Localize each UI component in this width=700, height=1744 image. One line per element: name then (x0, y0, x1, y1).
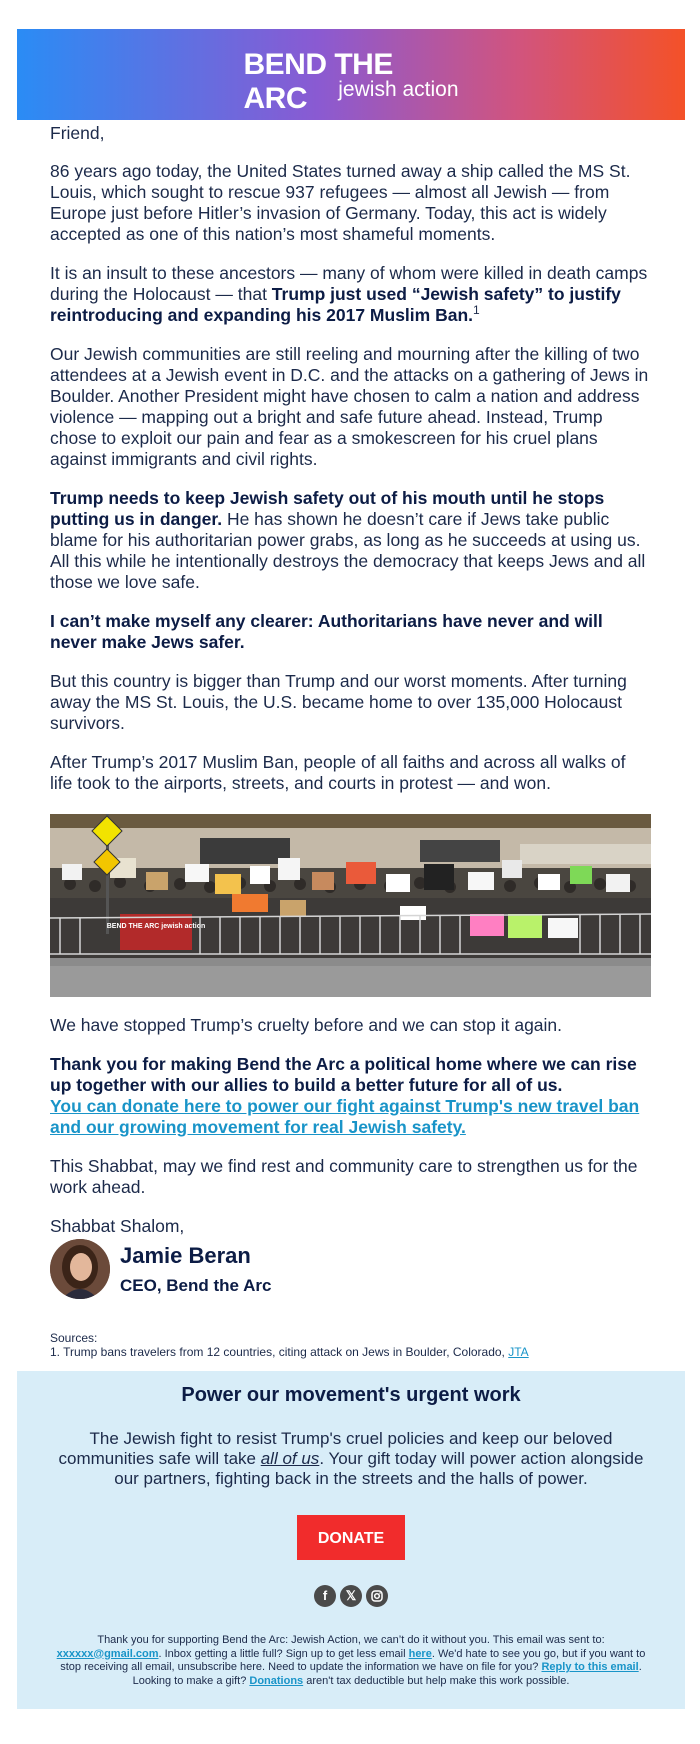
footnote-ref-1: 1 (473, 303, 480, 318)
paragraph-3: Our Jewish communities are still reeling and mourning after the killing of two attendees at a Jewish event in D.C. and the attacks on a gathering of Jews in Boulder. Another President might have chosen to calm a nation and address violence — mapping out a bright and safe future ahead. Instead, Trump chose to exploit our pain and fear as a smokescreen for his cruel plans against immigrants and civil rights. (50, 344, 649, 469)
signature-block (50, 1239, 652, 1299)
legal-text-4: . Looking to make a gift? (132, 1661, 642, 1687)
x-icon[interactable]: 𝕏 (340, 1585, 362, 1607)
social-links (17, 1585, 685, 1607)
facebook-icon[interactable]: f (314, 1585, 336, 1607)
signature-text (120, 1242, 271, 1296)
signoff: Shabbat Shalom, (50, 1216, 185, 1236)
paragraph-4-bold: Trump needs to keep Jewish safety out of his mouth until he stops putting us in danger. (50, 488, 605, 529)
paragraph-9-bold: Thank you for making Bend the Arc a political home where we can rise up together with our allies to build a better future for all of us. (50, 1054, 637, 1095)
logo-subtitle: jewish action (338, 77, 459, 101)
sources-label: Sources: (50, 1331, 98, 1345)
legal-text-2: . Inbox getting a little full? Sign up to get less email (158, 1647, 409, 1660)
recipient-email-link[interactable]: xxxxxx@gmail.com (56, 1647, 159, 1660)
legal-text-5: aren't tax deductible but help make this work possible. (303, 1674, 570, 1687)
less-email-link[interactable]: here (408, 1647, 432, 1660)
paragraph-5-bold: I can’t make myself any clearer: Authoritarians have never and will never make Jews safer. (50, 611, 603, 652)
greeting: Friend, (50, 123, 105, 143)
donation-footer (17, 1371, 685, 1709)
signer-name: Jamie Beran (120, 1243, 251, 1268)
paragraph-9 (50, 1054, 652, 1138)
email-container (17, 29, 685, 1709)
instagram-glyph (366, 1585, 388, 1607)
source-link-jta[interactable]: JTA (508, 1345, 529, 1359)
paragraph-4 (50, 488, 652, 593)
protest-banner (120, 914, 192, 950)
paragraph-6: But this country is bigger than Trump and our worst moments. After turning away the MS St. Louis, the U.S. became home to over 135,000 Holocaust survivors. (50, 671, 627, 733)
legal-text-1: Thank you for supporting Bend the Arc: Jewish Action, we can’t do it without you. This email was sent to: (97, 1634, 605, 1646)
footer-body-text-1: The Jewish fight to resist Trump's cruel policies and keep our beloved communities safe will take (58, 1429, 613, 1468)
paragraph-4-text: He has shown he doesn’t care if Jews take public blame for his authoritarian power grabs, as long as he succeeds at using us. All this while he intentionally destroys the democracy that keeps Jews and all those we love safe. (50, 509, 646, 592)
avatar (50, 1239, 110, 1299)
source-item-1-text: 1. Trump bans travelers from 12 countries, citing attack on Jews in Boulder, Colorado, (50, 1345, 509, 1359)
email-body (17, 120, 685, 1359)
footer-body-text-2: . Your gift today will power action alongside our partners, fighting back in the streets and the halls of power. (114, 1449, 644, 1488)
instagram-icon[interactable] (366, 1585, 388, 1607)
paragraph-2-bold: Trump just used “Jewish safety” to justify reintroducing and expanding his 2017 Muslim Ban. (50, 284, 621, 325)
footer-body (17, 1429, 685, 1489)
paragraph-5 (50, 611, 652, 653)
donate-inline-link[interactable]: You can donate here to power our fight against Trump's new travel ban and our growing movement for real Jewish safety. (50, 1096, 640, 1137)
paragraph-10: This Shabbat, may we find rest and community care to strengthen us for the work ahead. (50, 1156, 638, 1197)
paragraph-2-text: It is an insult to these ancestors — many of whom were killed in death camps during the Holocaust — that (50, 263, 648, 304)
source-item-1 (50, 1345, 652, 1359)
bend-the-arc-logo[interactable] (243, 47, 459, 115)
donate-button[interactable]: DONATE (297, 1515, 405, 1560)
email-header-banner (17, 29, 685, 120)
paragraph-1: 86 years ago today, the United States turned away a ship called the MS St. Louis, which sought to rescue 937 refugees — almost all Jewish — from Europe just before Hitler’s invasion of Germany. Today, this act is widely accepted as one of this nation’s most shameful moments. (50, 161, 631, 244)
donations-link[interactable]: Donations (249, 1674, 304, 1687)
sources-section (50, 1331, 652, 1359)
signer-title: CEO, Bend the Arc (120, 1276, 272, 1295)
paragraph-2 (50, 263, 652, 326)
protest-banner-text: BEND THE ARC jewish action (106, 923, 206, 930)
protest-photo-illustration (50, 814, 651, 997)
paragraph-8: We have stopped Trump’s cruelty before and we can stop it again. (50, 1015, 563, 1035)
logo-wordmark: BEND THE ARC (243, 47, 393, 115)
paragraph-7: After Trump’s 2017 Muslim Ban, people of all faiths and across all walks of life took to the airports, streets, and courts in protest — and won. (50, 752, 626, 793)
legal-text (17, 1634, 685, 1688)
footer-body-emphasis: all of us (260, 1449, 320, 1468)
legal-text-3: . We'd hate to see you go, but if you want to stop receiving all email, unsubscribe here. Need to update the information we have on file for you? (60, 1647, 646, 1673)
reply-link[interactable]: Reply to this email (541, 1661, 639, 1673)
avatar-portrait (50, 1239, 110, 1299)
footer-title: Power our movement's urgent work (181, 1384, 521, 1406)
protest-photo (50, 814, 651, 997)
